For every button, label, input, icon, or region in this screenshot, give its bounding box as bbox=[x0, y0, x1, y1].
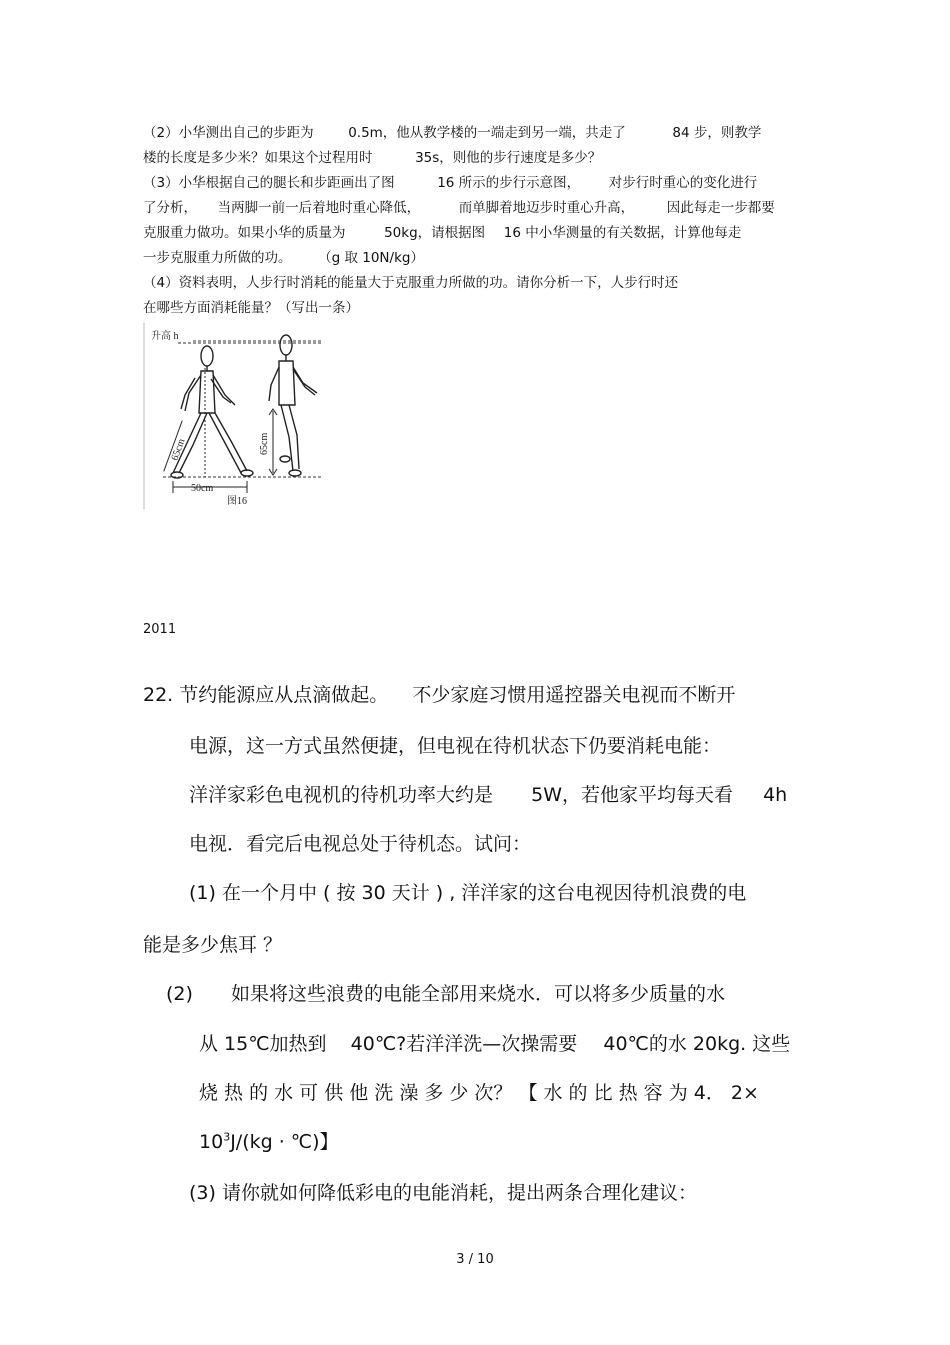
q22-line-9: 烧 热 的 水 可 供 他 洗 澡 多 少 次？ 【 水 的 比 热 容 为 4． 2× bbox=[199, 1082, 759, 1104]
q2-text: 0.5m，他从教学楼的一端走到另一端，共走了 bbox=[348, 125, 626, 141]
q3-text: （g 取 10N/kg） bbox=[318, 250, 424, 266]
q22-text: (2) bbox=[166, 983, 193, 1005]
walking-figure bbox=[143, 323, 323, 509]
q3-text: 克服重力做功。如果小华的质量为 bbox=[143, 225, 346, 241]
q22-line-7 bbox=[166, 979, 725, 1006]
q22-superscript: 3 bbox=[223, 1130, 231, 1144]
q3-text: 对步行时重心的变化进行 bbox=[608, 175, 758, 191]
right-walker bbox=[269, 335, 317, 476]
q22-text: 如果将这些浪费的电能全部用来烧水．可以将多少质量的水 bbox=[231, 983, 726, 1005]
q2-line-1 bbox=[143, 121, 761, 141]
walking-diagram bbox=[143, 323, 323, 509]
q3-line-1 bbox=[143, 171, 757, 191]
q22-text: 不少家庭习惯用遥控器关电视而不断开 bbox=[412, 684, 736, 706]
page-number: 3 / 10 bbox=[456, 1252, 494, 1267]
q22-text: 22. 节约能源应从点滴做起。 bbox=[143, 684, 389, 706]
figure-caption: 图16 bbox=[227, 496, 247, 507]
q22-line-5: (1) 在一个月中 ( 按 30 天计 ) , 洋洋家的这台电视因待机浪费的电 bbox=[189, 882, 747, 904]
q22-line-11: (3) 请你就如何降低彩电的电能消耗，提出两条合理化建议： bbox=[189, 1182, 697, 1204]
q22-line-4: 电视．看完后电视总处于待机态。试问： bbox=[189, 833, 532, 855]
q3-text: 因此每走一步都要 bbox=[666, 200, 775, 216]
q22-text: 洋洋家彩色电视机的待机功率大约是 bbox=[189, 784, 494, 806]
q22-line-1 bbox=[143, 680, 735, 707]
q22-text: J/(kg · ℃)】 bbox=[230, 1131, 339, 1153]
q22-text: 10 bbox=[199, 1131, 224, 1153]
q3-line-3 bbox=[143, 221, 741, 241]
q22-line-6: 能是多少焦耳 ？ bbox=[143, 934, 283, 956]
right-leg-label: 65cm bbox=[259, 432, 270, 455]
left-leg-label: 65cm bbox=[169, 437, 188, 463]
q3-text: 16 所示的步行示意图， bbox=[437, 175, 581, 191]
q3-text: （3）小华根据自己的腿长和步距画出了图 bbox=[143, 175, 395, 191]
q22-line-8 bbox=[199, 1029, 790, 1056]
q22-text: 5W，若他家平均每天看 bbox=[531, 784, 733, 806]
year-label: 2011 bbox=[143, 622, 177, 637]
left-walker bbox=[171, 346, 253, 478]
rise-label: 升高 h bbox=[151, 331, 179, 342]
q3-line-2 bbox=[143, 196, 775, 216]
q3-line-4 bbox=[143, 246, 424, 266]
q3-text: 了分析， bbox=[143, 200, 197, 216]
q4-line-2: 在哪些方面消耗能量？（写出一条） bbox=[143, 300, 359, 316]
q3-text: 当两脚一前一后着地时重心降低， bbox=[217, 200, 421, 216]
q22-text: 40℃?若洋洋洗—次操需要 bbox=[350, 1033, 578, 1055]
q3-text: 而单脚着地迈步时重心升高， bbox=[458, 200, 635, 216]
q22-text: 4h bbox=[763, 784, 788, 806]
q4-line-1: （4）资料表明，人步行时消耗的能量大于克服重力所做的功。请你分析一下，人步行时还 bbox=[143, 275, 679, 291]
q22-line-3 bbox=[189, 780, 787, 807]
q3-text: 16 中小华测量的有关数据，计算他每走 bbox=[503, 225, 742, 241]
q22-line-10 bbox=[199, 1127, 339, 1154]
q2-text: （2）小华测出自己的步距为 bbox=[143, 125, 314, 141]
q2-text: 35s，则他的步行速度是多少？ bbox=[415, 150, 602, 166]
q22-text: 40℃的水 20kg. 这些 bbox=[603, 1033, 791, 1055]
q3-text: 一步克服重力所做的功。 bbox=[143, 250, 292, 266]
q2-line-2 bbox=[143, 146, 601, 166]
q22-text: 从 15℃加热到 bbox=[199, 1033, 327, 1055]
q2-text: 84 步，则教学 bbox=[672, 125, 762, 141]
q22-line-2: 电源，这一方式虽然便捷，但电视在待机状态下仍要消耗电能： bbox=[189, 735, 722, 757]
step-label: 50cm bbox=[191, 483, 214, 494]
q3-text: 50kg，请根据图 bbox=[384, 225, 486, 241]
q2-text: 楼的长度是多少米？如果这个过程用时 bbox=[143, 150, 373, 166]
